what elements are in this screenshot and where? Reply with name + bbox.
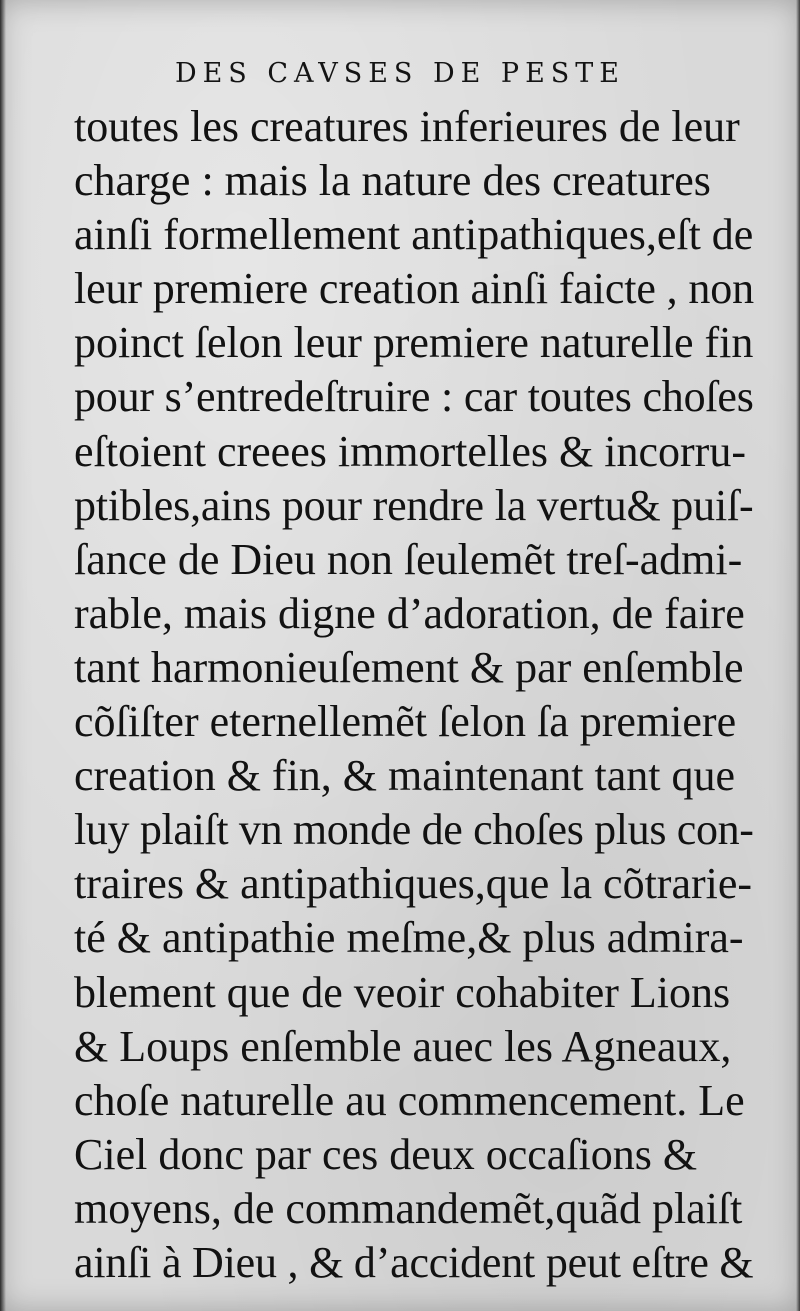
text-line: & Loups enſemble auec les Agneaux, xyxy=(74,1021,732,1071)
text-line: ptibles,ains pour rendre la vertu& puiſ- xyxy=(74,480,754,530)
text-line: poinct ſelon leur premiere naturelle fin xyxy=(74,318,754,368)
text-line: traires & antipathiques,que la cõtrarie- xyxy=(74,859,753,909)
text-line: té & antipathie meſme,& plus admira- xyxy=(74,913,744,963)
text-line: charge : mais la nature des creatures xyxy=(74,156,711,206)
text-line: luy plaiſt vn monde de choſes plus con- xyxy=(74,805,754,855)
text-line: choſe naturelle au commencement. Le xyxy=(74,1075,745,1125)
text-line: rable, mais digne d’adoration, de faire xyxy=(74,588,745,638)
text-line: creation & fin, & maintenant tant que xyxy=(74,751,736,801)
text-line: ainſi à Dieu , & d’accident peut eſtre & xyxy=(74,1237,754,1287)
text-line: ainſi formellement antipathiques,eſt de xyxy=(74,210,754,260)
running-head: DES CAVSES DE PESTE xyxy=(174,58,626,89)
text-line: toutes les creatures inferieures de leur xyxy=(74,102,740,151)
body-text xyxy=(74,100,754,1290)
text-line: moyens, de commandemẽt,quãd plaiſt xyxy=(74,1183,743,1233)
text-line: tant harmonieuſement & par enſemble xyxy=(74,642,744,692)
page-edge-right xyxy=(796,0,800,1311)
text-line: ſance de Dieu non ſeulemẽt treſ-admi- xyxy=(74,534,743,584)
page-edge-left xyxy=(0,0,6,1311)
text-line: cõſiſter eternellemẽt ſelon ſa premiere xyxy=(74,697,737,747)
text-line: Ciel donc par ces deux occaſions & xyxy=(74,1129,698,1179)
text-line: blement que de veoir cohabiter Lions xyxy=(74,967,731,1017)
text-line: eſtoient creees immortelles & incorru- xyxy=(74,426,746,476)
text-line: leur premiere creation ainſi faicte , non xyxy=(74,264,755,314)
text-line: pour s’entredeſtruire : car toutes choſes xyxy=(74,372,754,422)
